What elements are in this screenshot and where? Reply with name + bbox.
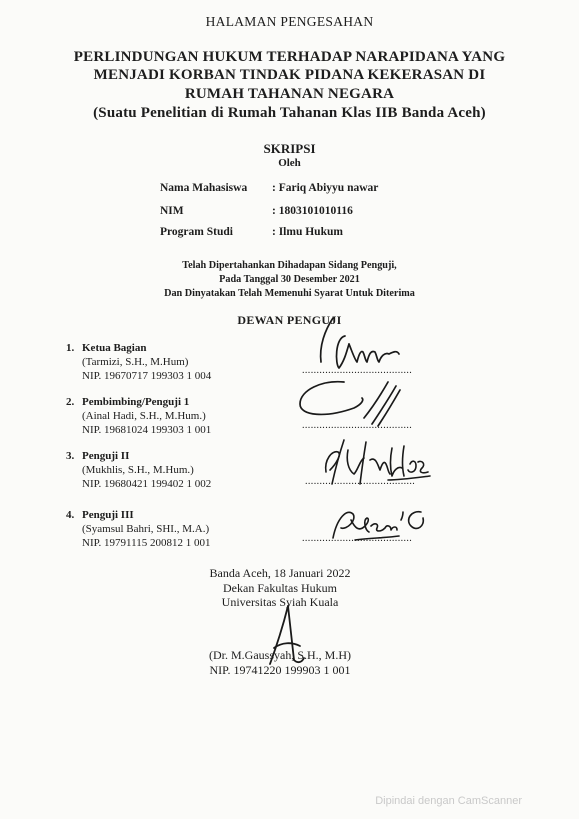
thesis-title-line-1: PERLINDUNGAN HUKUM TERHADAP NARAPIDANA YANG [73, 49, 506, 65]
student-nim-value: : 1803101010116 [272, 205, 353, 217]
examiner-name: (Mukhlis, S.H., M.Hum.) [82, 464, 194, 476]
examiner-role: Ketua Bagian [82, 342, 147, 354]
signature-examiner-4 [325, 498, 430, 546]
examiner-nip: NIP. 19670717 199303 1 004 [82, 370, 212, 382]
examiner-role: Penguji II [82, 450, 130, 462]
examiner-role: Penguji III [82, 509, 134, 521]
signature-line-4: ...................................... [302, 533, 413, 544]
examiner-number: 1. [66, 342, 75, 354]
place-date: Banda Aceh, 18 Januari 2022 [209, 566, 351, 580]
defense-statement-line-3: Dan Dinyatakan Telah Memenuhi Syarat Untuk Diterima [164, 288, 415, 299]
signature-line-3: ...................................... [305, 476, 416, 487]
document-type: SKRIPSI [263, 141, 316, 156]
examiner-number: 4. [66, 509, 75, 521]
signature-examiner-1 [305, 310, 415, 372]
study-program-label: Program Studi [160, 226, 233, 238]
university-name: Universitas Syiah Kuala [221, 595, 339, 609]
examiner-name: (Syamsul Bahri, SHI., M.A.) [82, 523, 210, 535]
by-label: Oleh [278, 157, 301, 169]
examiner-number: 3. [66, 450, 75, 462]
examiner-number: 2. [66, 396, 75, 408]
defense-statement-line-1: Telah Dipertahankan Dihadapan Sidang Penguji, [182, 260, 397, 271]
dean-position: Dekan Fakultas Hukum [223, 581, 337, 595]
student-name-label: Nama Mahasiswa [160, 182, 248, 194]
page-heading: HALAMAN PENGESAHAN [205, 14, 374, 29]
student-nim-label: NIM [160, 205, 184, 217]
signature-line-1: ...................................... [302, 365, 413, 376]
examiner-nip: NIP. 19681024 199303 1 001 [82, 424, 212, 436]
scanner-watermark: Dipindai dengan CamScanner [375, 795, 522, 807]
thesis-title-line-2: MENJADI KORBAN TINDAK PIDANA KEKERASAN DI [93, 67, 486, 83]
examiner-nip: NIP. 19791115 200812 1 001 [82, 537, 211, 549]
signature-line-2: ...................................... [302, 420, 413, 431]
dean-nip: NIP. 19741220 199903 1 001 [209, 663, 351, 677]
examiner-name: (Ainal Hadi, S.H., M.Hum.) [82, 410, 206, 422]
examiner-name: (Tarmizi, S.H., M.Hum) [82, 356, 189, 368]
thesis-title-line-3: RUMAH TAHANAN NEGARA [184, 86, 395, 102]
examiner-nip: NIP. 19680421 199402 1 002 [82, 478, 212, 490]
examiner-role: Pembimbing/Penguji 1 [82, 396, 190, 408]
signature-examiner-2 [292, 368, 407, 433]
thesis-subtitle: (Suatu Penelitian di Rumah Tahanan Klas IIB Banda Aceh) [93, 105, 486, 121]
dean-name: (Dr. M.Gaussyah, S.H., M.H) [209, 648, 351, 662]
study-program-value: : Ilmu Hukum [272, 226, 343, 238]
examiner-board-heading: DEWAN PENGUJI [237, 313, 342, 327]
defense-date-line: Pada Tanggal 30 Desember 2021 [219, 274, 360, 285]
signature-examiner-3 [318, 430, 436, 492]
student-name-value: : Fariq Abiyyu nawar [272, 182, 379, 194]
